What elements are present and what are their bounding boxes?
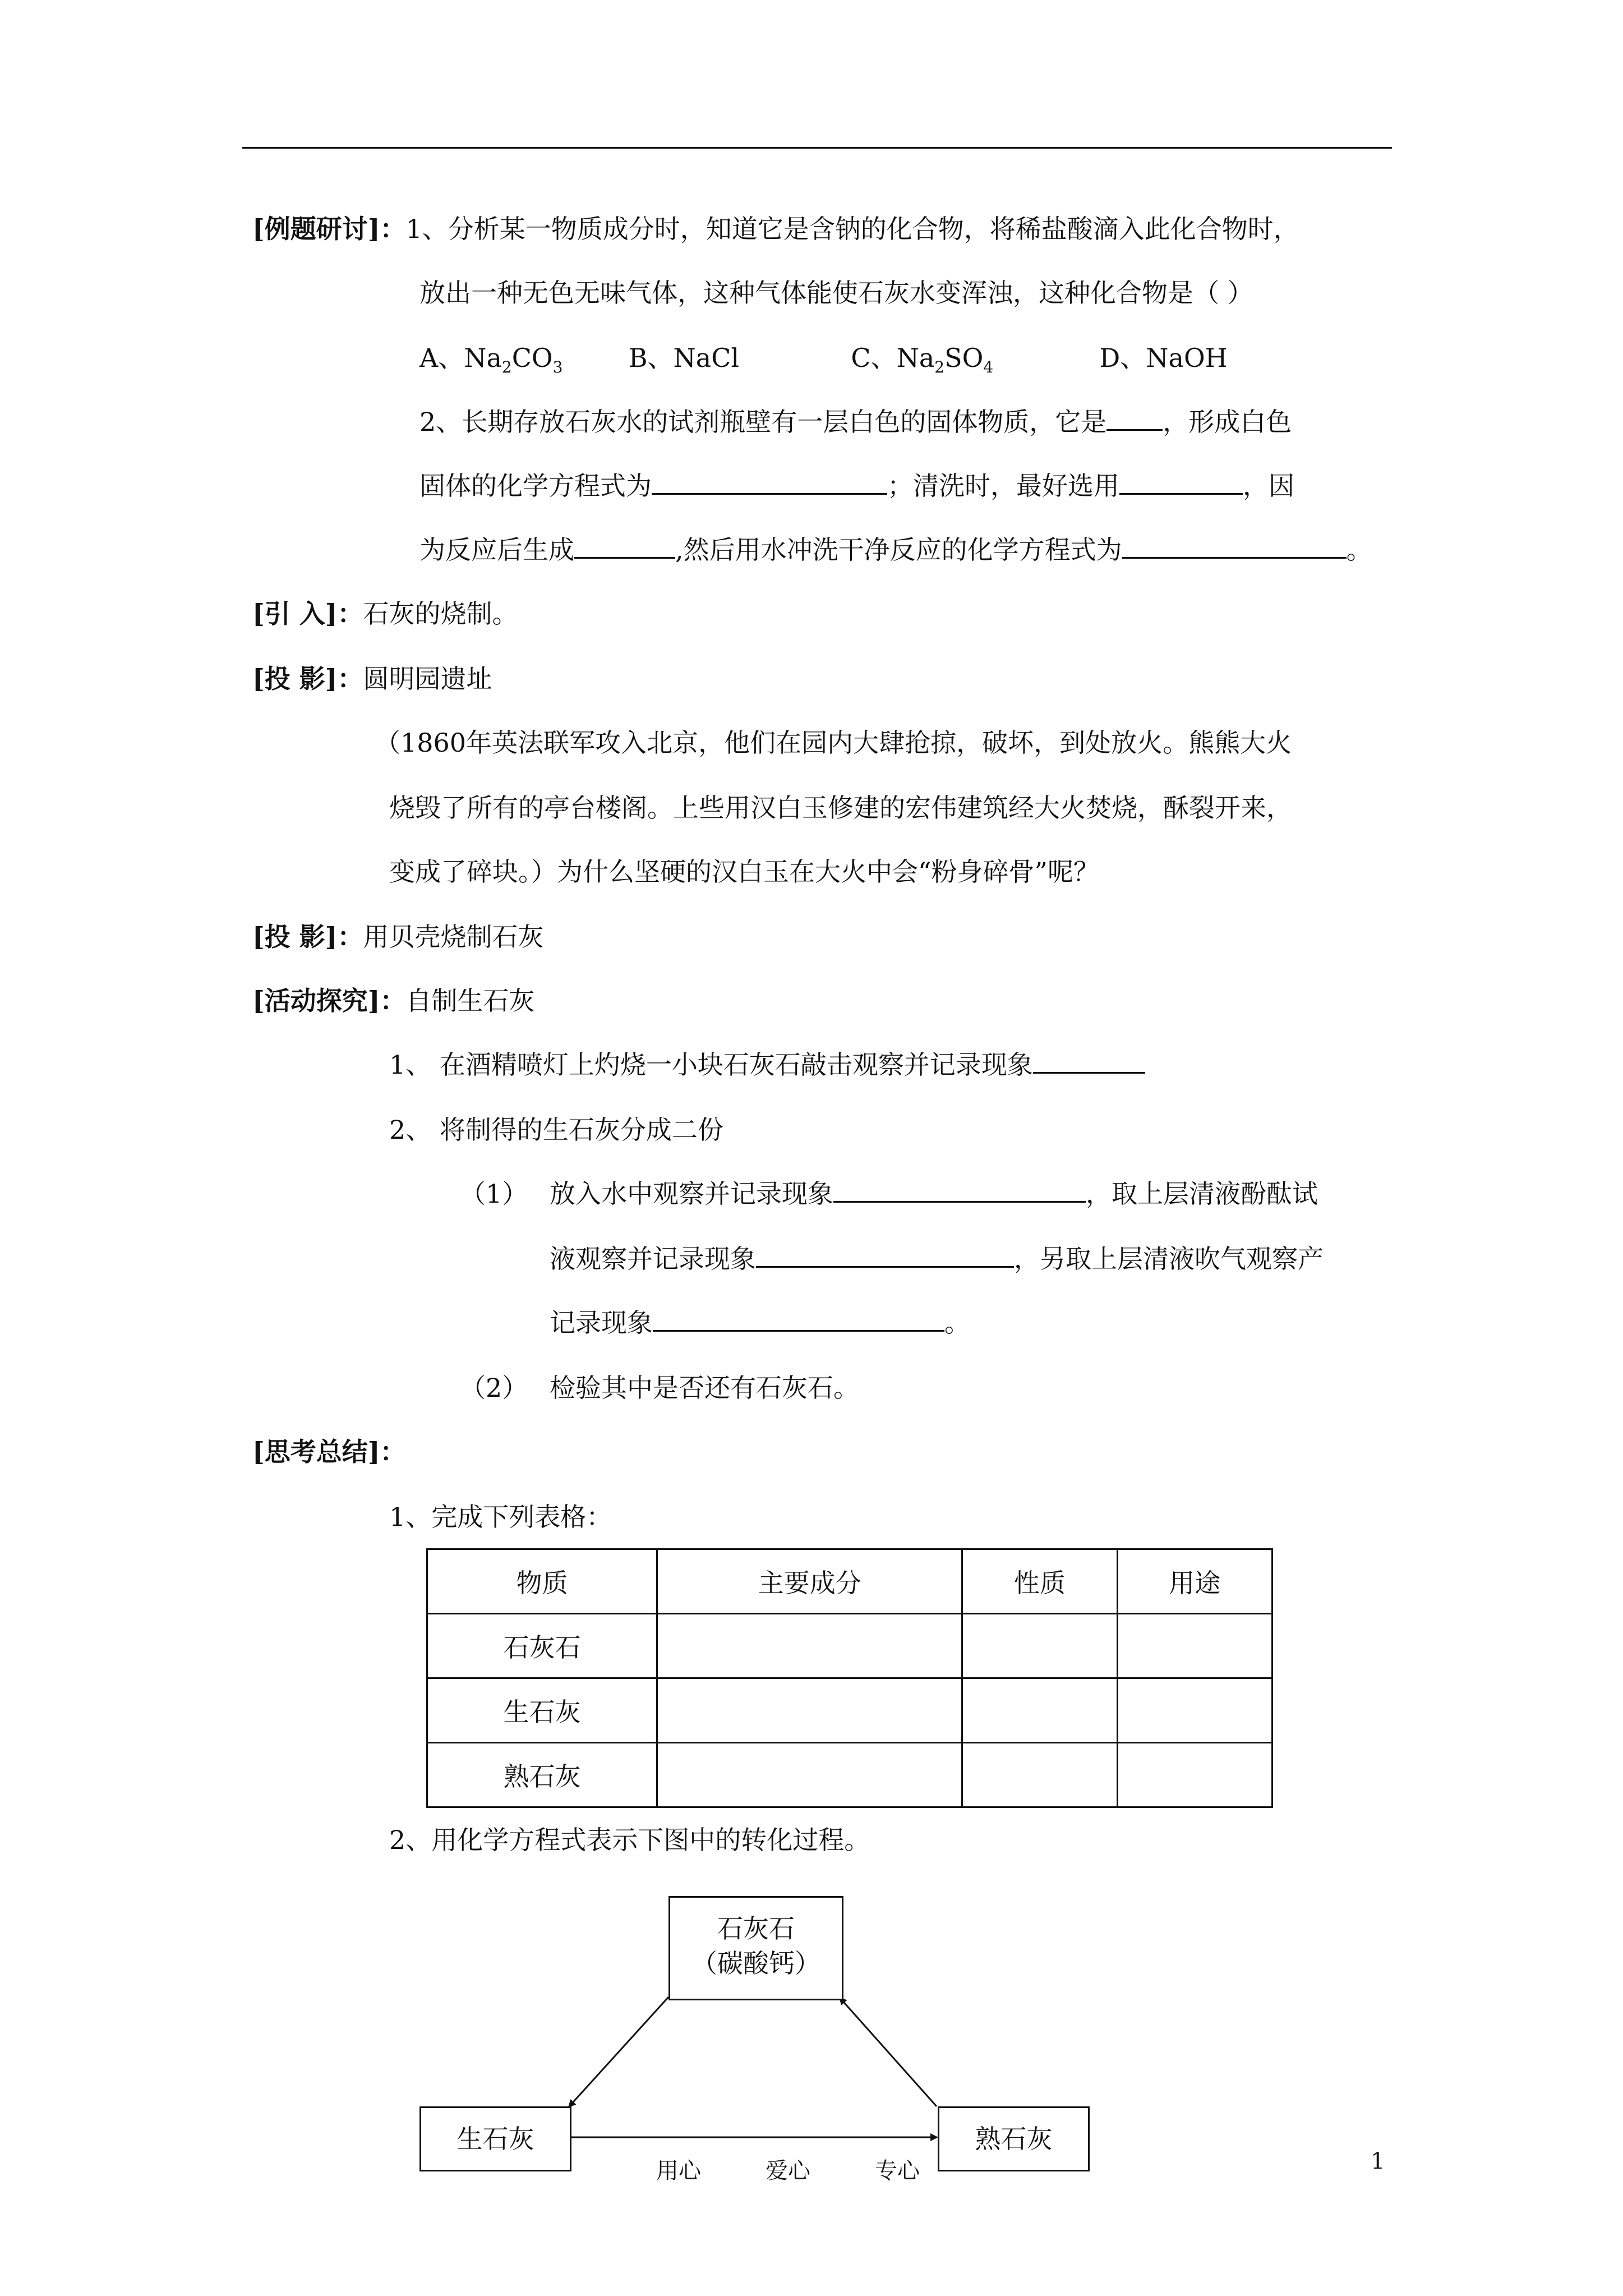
arrow-limestone-to-quicklime — [569, 1997, 668, 2106]
summary-item-2: 2、用化学方程式表示下图中的转化过程。 — [389, 1825, 870, 1855]
q1-text-2: 放出一种无色无味气体，这种气体能使石灰水变浑浊，这种化合物是（ ） — [419, 278, 1253, 308]
footer-motto-2: 爱心 — [766, 2158, 810, 2184]
table-cell: 熟石灰 — [427, 1743, 657, 1807]
sub2-text: 检验其中是否还有石灰石。 — [550, 1373, 859, 1403]
activity-tag: [活动探究]： — [252, 986, 406, 1016]
activity-text: 自制生石灰 — [405, 986, 535, 1016]
arrow-slakedlime-to-limestone — [840, 1998, 937, 2106]
limestone-box — [668, 1896, 843, 2000]
calcium-carbonate-label: （碳酸钙） — [691, 1948, 820, 1978]
q2-line-2: 固体的化学方程式为 ；清洗时，最好选用 ，因 — [419, 471, 1294, 501]
slakedlime-label: 熟石灰 — [975, 2124, 1053, 2154]
projection2-text: 用贝壳烧制石灰 — [363, 922, 544, 952]
option-b: B、NaCl — [628, 343, 740, 373]
option-c: C、$Na_2SO_4$ — [851, 343, 994, 377]
sub1-line-2: 液观察并记录现象 ，另取上层清液吹气观察产 — [550, 1244, 1324, 1274]
summary-tag: [思考总结]： — [252, 1437, 406, 1467]
q1-text-1: 1、分析某一物质成分时，知道它是含钠的化合物，将稀盐酸滴入此化合物时， — [405, 214, 1299, 244]
sub1-number: （1） — [460, 1179, 528, 1209]
history-paragraph-2: 烧毁了所有的亭台楼阁。上些用汉白玉修建的宏伟建筑经大火焚烧，酥裂开来， — [389, 793, 1292, 823]
page-number: 1 — [1371, 2148, 1385, 2174]
quicklime-box — [419, 2106, 571, 2171]
table-header-cell: 物质 — [427, 1549, 657, 1614]
intro-text: 石灰的烧制。 — [363, 599, 518, 629]
footer-motto-1: 用心 — [656, 2158, 701, 2184]
option-a: A、$Na_2CO_3$ — [419, 343, 563, 377]
example-tag: [例题研讨]： — [252, 214, 406, 244]
table-cell: 生石灰 — [427, 1678, 657, 1743]
sub2-number: （2） — [460, 1373, 528, 1403]
table-header-cell: 用途 — [1117, 1549, 1272, 1614]
history-paragraph-3: 变成了碎块。）为什么坚硬的汉白玉在大火中会“粉身碎骨”呢？ — [389, 857, 1100, 887]
history-paragraph-1: （1860年英法联军攻入北京，他们在园内大肆抢掠，破坏，到处放火。熊熊大火 — [375, 728, 1292, 758]
option-d: D、NaOH — [1099, 343, 1228, 373]
slakedlime-box — [938, 2106, 1090, 2171]
projection1-text: 圆明园遗址 — [363, 664, 492, 694]
intro-tag: [引 入]： — [252, 599, 363, 629]
table-cell: 石灰石 — [427, 1614, 657, 1678]
activity-step-1: 1、 在酒精喷灯上灼烧一小块石灰石敲击观察并记录现象 — [389, 1048, 1145, 1082]
table-header-cell: 性质 — [962, 1549, 1117, 1614]
q2-line-1: 2、长期存放石灰水的试剂瓶壁有一层白色的固体物质，它是 ，形成白色 — [419, 407, 1292, 437]
activity-step-2: 2、 将制得的生石灰分成二份 — [389, 1115, 723, 1145]
sub1-line-3: 记录现象 。 — [550, 1308, 970, 1338]
table-header-cell: 主要成分 — [657, 1549, 962, 1614]
limestone-label: 石灰石 — [717, 1913, 795, 1944]
summary-item-1: 1、完成下列表格： — [389, 1502, 612, 1532]
projection2-tag: [投 影]： — [252, 922, 363, 952]
q2-line-3: 为反应后生成 ,然后用水冲洗干净反应的化学方程式为 。 — [419, 535, 1372, 565]
sub1-line-1: 放入水中观察并记录现象 ，取上层清液酚酞试 — [550, 1179, 1318, 1209]
quicklime-label: 生石灰 — [457, 2124, 534, 2154]
footer-motto-3: 专心 — [875, 2158, 920, 2184]
projection1-tag: [投 影]： — [252, 664, 363, 694]
